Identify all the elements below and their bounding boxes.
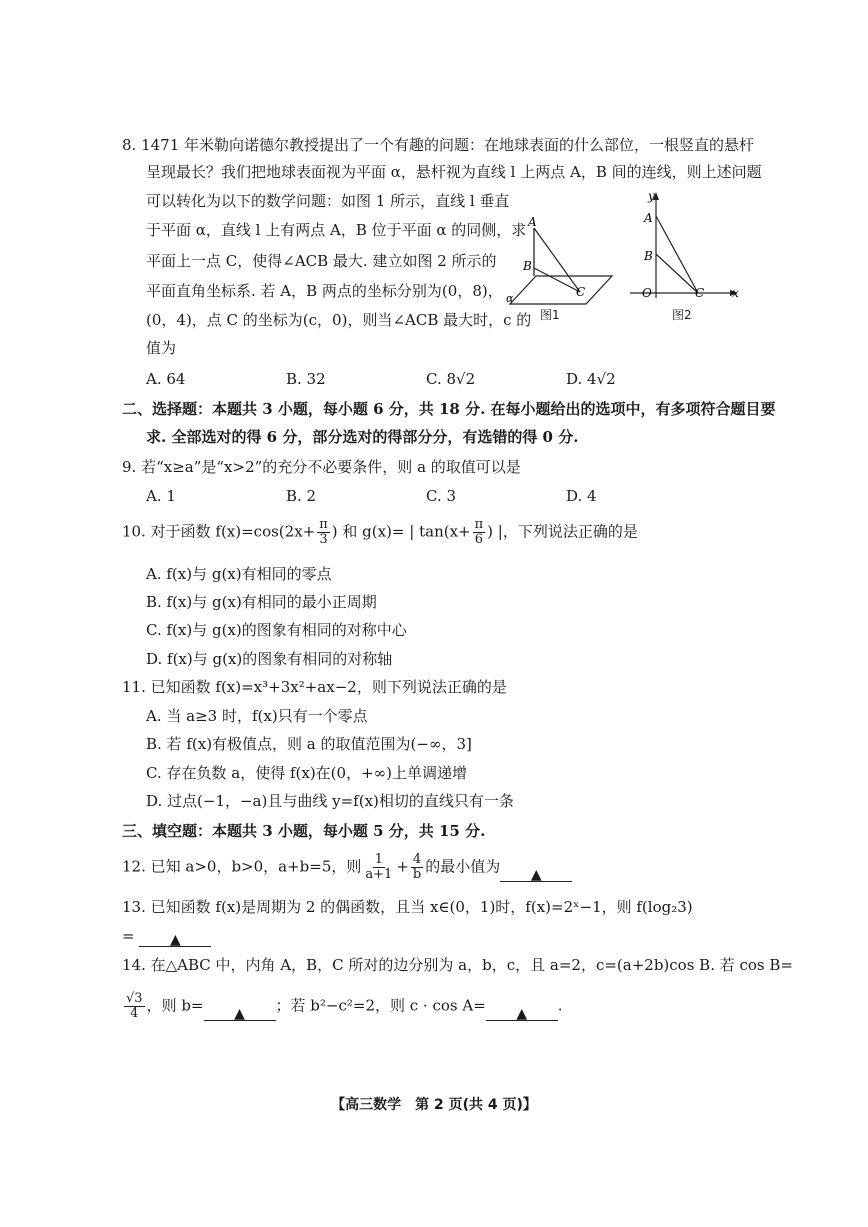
q12-fraction-2 [411, 853, 423, 882]
q8-line-4: 于平面 α，直线 l 上有两点 A，B 位于平面 α 的同侧，求 [146, 221, 527, 239]
q10-stem-part-c: ) |，下列说法正确的是 [487, 522, 638, 541]
q8-line-6: 平面直角坐标系. 若 A，B 两点的坐标分别为(0，8)， [146, 282, 503, 300]
q8-line-3: 可以转化为以下的数学问题：如图 1 所示，直线 l 垂直 [146, 192, 510, 210]
fig2-label-b: B [644, 249, 653, 263]
fig1-label-a: A [528, 215, 537, 229]
q12-stem-part-a: 12. 已知 a>0，b>0，a+b=5，则 [122, 857, 362, 876]
q14-blank2-triangle: ▲ [516, 1006, 528, 1022]
q11-option-a[interactable]: A. 当 a≥3 时，f(x)只有一个零点 [146, 707, 368, 725]
q13-equals: = [122, 927, 135, 945]
q10-frac2-num: π [474, 517, 484, 532]
q11-stem: 11. 已知函数 f(x)=x³+3x²+ax−2，则下列说法正确的是 [122, 678, 507, 696]
q10-stem-part-b: ) 和 g(x)= | tan(x+ [331, 522, 471, 541]
q9-stem: 9. 若“x≥a”是“x>2”的充分不必要条件，则 a 的取值可以是 [122, 458, 521, 476]
section-2-heading-line-2: 求. 全部选对的得 6 分，部分选对的得部分分，有选错的得 0 分. [146, 428, 579, 446]
fig1-label-b: B [523, 259, 532, 273]
q8-line-7: (0，4)，点 C 的坐标为(c，0)，则当∠ACB 最大时，c 的 [146, 311, 532, 329]
q12-answer-blank[interactable] [500, 863, 572, 882]
q10-stem [122, 518, 638, 547]
q12-frac2-den: b [412, 867, 422, 882]
q14-mid-b: ；若 b²−c²=2，则 c · cos A= [275, 996, 486, 1015]
q9-option-d[interactable]: D. 4 [566, 487, 597, 505]
q10-stem-part-a: 10. 对于函数 f(x)=cos(2x+ [122, 522, 316, 541]
q10-frac1-den: 3 [319, 532, 328, 547]
q8-option-a[interactable]: A. 64 [146, 370, 186, 388]
q10-frac1-num: π [319, 517, 328, 532]
q10-option-c[interactable]: C. f(x)与 g(x)的图象有相同的对称中心 [146, 621, 407, 639]
q8-line-2: 呈现最长？我们把地球表面视为平面 α，悬杆视为直线 l 上两点 A，B 间的连线，则上述问题 [146, 163, 762, 181]
q14-frac-num: √3 [126, 991, 143, 1006]
q8-option-b[interactable]: B. 32 [286, 370, 326, 388]
q8-option-c[interactable]: C. 8√2 [426, 370, 476, 388]
q13-line-1: 13. 已知函数 f(x)是周期为 2 的偶函数，且当 x∈(0，1)时，f(x)=2ˣ−1，则 f(log₂3) [122, 898, 693, 916]
q14-mid-a: ，则 b= [146, 996, 204, 1015]
q12-fraction-1 [363, 853, 394, 882]
q10-option-a[interactable]: A. f(x)与 g(x)有相同的零点 [146, 565, 332, 583]
q11-option-c[interactable]: C. 存在负数 a，使得 f(x)在(0，+∞)上单调递增 [146, 764, 467, 782]
q8-line-5: 平面上一点 C，使得∠ACB 最大. 建立如图 2 所示的 [146, 252, 497, 270]
section-2-heading-line-1: 二、选择题：本题共 3 小题，每小题 6 分，共 18 分. 在每小题给出的选项中，有多项符合题目要 [122, 400, 776, 418]
page-footer: 【高三数学 第 2 页(共 4 页)】 [331, 1097, 537, 1113]
q9-options [146, 485, 706, 507]
fig2-label-y: y [648, 189, 655, 203]
q10-fraction-pi-6 [473, 518, 486, 547]
q9-option-a[interactable]: A. 1 [146, 487, 176, 505]
q14-frac-den: 4 [130, 1006, 139, 1021]
figure-2-caption: 图2 [672, 308, 692, 322]
q12-frac2-num: 4 [412, 852, 422, 867]
q13-answer-blank[interactable] [139, 928, 211, 947]
q14-answer-blank-1[interactable] [204, 1002, 276, 1021]
q11-option-b[interactable]: B. 若 f(x)有极值点，则 a 的取值范围为(−∞，3] [146, 735, 472, 753]
fig2-label-x: x [732, 286, 739, 300]
segment-bc [534, 268, 580, 292]
q14-line-2 [122, 992, 563, 1021]
q12-frac1-den: a+1 [365, 867, 393, 882]
q9-option-c[interactable]: C. 3 [426, 487, 457, 505]
q13-blank-triangle: ▲ [169, 932, 181, 948]
q10-option-b[interactable]: B. f(x)与 g(x)有相同的最小正周期 [146, 593, 377, 611]
figure-1-diagram [500, 212, 620, 317]
segment-bc-2 [656, 254, 698, 293]
q14-fraction-sqrt3-4 [124, 992, 145, 1021]
q14-answer-blank-2[interactable] [486, 1002, 558, 1021]
section-3-heading: 三、填空题：本题共 3 小题，每小题 5 分，共 15 分. [122, 822, 486, 840]
segment-ac-2 [656, 216, 698, 293]
q12-stem [122, 853, 572, 882]
q8-line-8: 值为 [146, 339, 177, 357]
figure-2-coordinate-plane [628, 186, 746, 306]
fig2-label-a: A [644, 211, 653, 225]
fig2-label-o: O [642, 286, 652, 300]
q10-option-d[interactable]: D. f(x)与 g(x)的图象有相同的对称轴 [146, 650, 393, 668]
fig1-label-c: C [576, 285, 586, 299]
q11-option-d[interactable]: D. 过点(−1，−a)且与曲线 y=f(x)相切的直线只有一条 [146, 792, 514, 810]
fig2-label-c: C [695, 286, 705, 300]
q10-fraction-pi-3 [317, 518, 330, 547]
q12-stem-part-b: 的最小值为 [425, 857, 501, 876]
plane-alpha [510, 276, 612, 304]
figure-1-caption: 图1 [540, 308, 560, 322]
fig1-label-alpha: α [506, 292, 514, 305]
q10-frac2-den: 6 [474, 532, 484, 547]
q12-frac1-num: 1 [374, 852, 383, 867]
q14-blank1-triangle: ▲ [234, 1006, 245, 1022]
q12-plus: + [396, 857, 409, 876]
q9-option-b[interactable]: B. 2 [286, 487, 317, 505]
segment-ac [534, 228, 580, 292]
q12-blank-triangle: ▲ [530, 867, 542, 883]
q13-line-2 [122, 925, 211, 947]
q8-option-d[interactable]: D. 4√2 [566, 370, 616, 388]
q14-line-1: 14. 在△ABC 中，内角 A，B，C 所对的边分别为 a，b，c，且 a=2，c=(a+2b)cos B. 若 cos B= [122, 956, 793, 974]
q8-options [146, 368, 706, 390]
q8-line-1: 8. 1471 年米勒向诺德尔教授提出了一个有趣的问题：在地球表面的什么部位，一根竖直的悬杆 [122, 136, 755, 154]
q14-end: . [557, 996, 563, 1015]
